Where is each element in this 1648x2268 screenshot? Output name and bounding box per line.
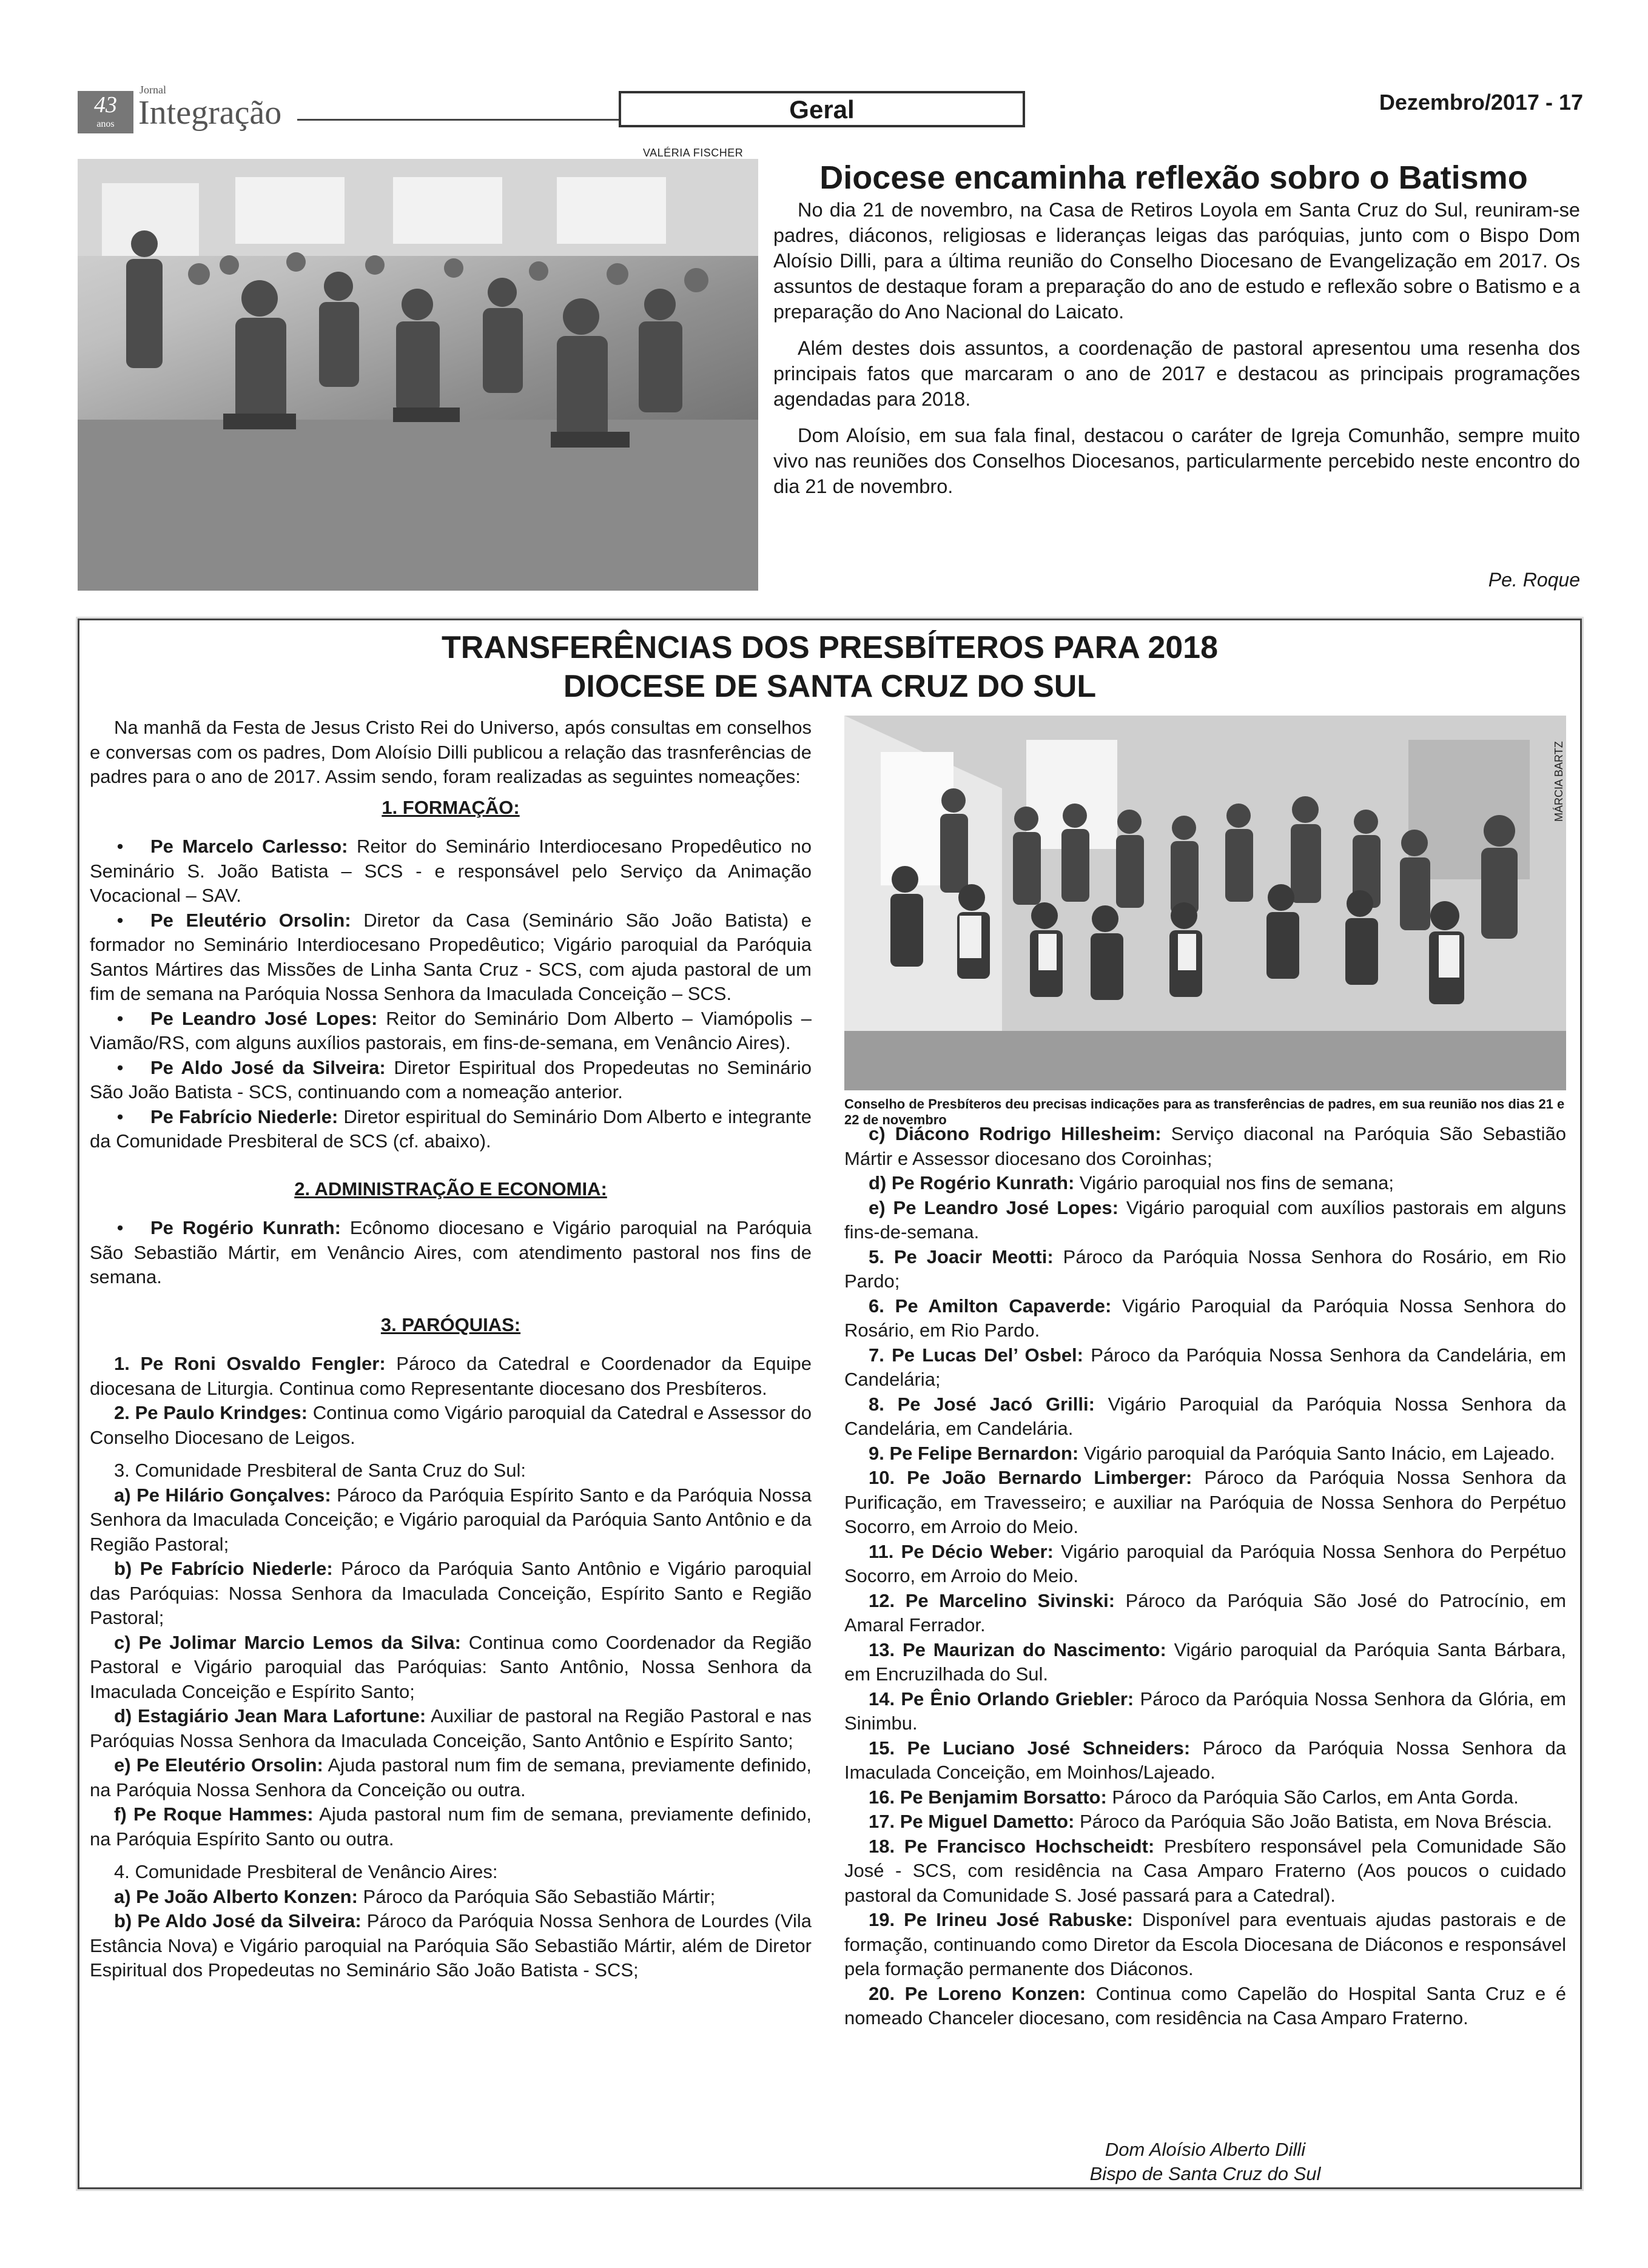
article-title: Diocese encaminha reflexão sobro o Batismo — [819, 159, 1528, 196]
appointment-item — [844, 1122, 1566, 1171]
paroquias-list — [90, 1352, 812, 1450]
right-list — [844, 1122, 1566, 2031]
appointment-text: Pároco da Paróquia São Carlos, em Anta Gorda. — [1106, 1786, 1519, 1808]
appointment-item — [844, 1392, 1566, 1441]
appointment-text: Pároco da Paróquia São José do Patrocínio, em Amaral Ferrador. — [844, 1589, 1566, 1636]
meeting-photo — [78, 159, 758, 591]
administracao-list — [90, 1216, 812, 1290]
appointment-item — [844, 1810, 1566, 1834]
appointment-item — [90, 1631, 812, 1705]
appointment-item — [90, 1352, 812, 1401]
appointment-text: Auxiliar de pastoral na Região Pastoral e nas Paróquias Nossa Senhora da Imaculada Conceição, Santo Antônio e Espírito Santo; — [90, 1705, 812, 1751]
signature-name: Dom Aloísio Alberto Dilli — [1105, 2139, 1306, 2160]
appointment-text: Pároco da Paróquia São Sebastião Mártir; — [357, 1885, 716, 1907]
appointment-text: Pároco da Paróquia Nossa Senhora da Candelária, em Candelária; — [844, 1344, 1566, 1390]
appointee-name: Pe Fabrício Niederle: — [150, 1105, 338, 1127]
appointment-text: Reitor do Seminário Dom Alberto – Viamópolis – Viamão/RS, com alguns auxílios pastorais, em fins-de-semana, em Venâncio Aires). — [90, 1007, 812, 1053]
anniversary-number: 43 — [94, 92, 117, 118]
meeting-photo-illustration — [78, 159, 758, 591]
appointment-item — [844, 1294, 1566, 1343]
appointee-name: 11. Pe Décio Weber: — [869, 1540, 1054, 1562]
appointment-text: Pároco da Paróquia Santo Antônio e Vigário paroquial das Paróquias: Nossa Senhora da Imaculada Conceição, Espírito Santo e Região Pastoral; — [90, 1558, 812, 1628]
section-label: Geral — [619, 91, 1025, 127]
appointee-name: 9. Pe Felipe Bernardon: — [869, 1442, 1079, 1464]
appointment-item — [90, 1483, 812, 1557]
appointee-name: 13. Pe Maurizan do Nascimento: — [869, 1639, 1166, 1660]
article-author: Pe. Roque — [1488, 569, 1580, 591]
transfers-signature — [844, 2138, 1566, 2186]
bullet-icon: • — [116, 836, 124, 857]
photo-credit: VALÉRIA FISCHER — [643, 147, 744, 159]
appointment-item — [844, 1466, 1566, 1540]
appointment-item — [90, 908, 812, 1007]
anniversary-badge — [78, 91, 133, 133]
appointee-name: Pe Marcelo Carlesso: — [150, 836, 348, 857]
appointment-text: Continua como Capelão do Hospital Santa Cruz e é nomeado Chanceler diocesano, com residência na Casa Amparo Fraterno. — [844, 1982, 1566, 2028]
appointee-name: Pe Rogério Kunrath: — [150, 1217, 341, 1238]
bullet-icon: • — [116, 1105, 124, 1127]
appointment-item — [844, 1834, 1566, 1908]
appointment-text: Pároco da Paróquia Espírito Santo e da Paróquia Nossa Senhora da Imaculada Conceição; e Vigário paroquial da Paróquia Santo Antônio e da Região Pastoral; — [90, 1484, 812, 1555]
appointment-text: Vigário paroquial nos fins de semana; — [1074, 1172, 1394, 1193]
transfers-title — [78, 628, 1582, 706]
article-paragraph: Dom Aloísio, em sua fala final, destacou o caráter de Igreja Comunhão, sempre muito vivo nas reuniões dos Conselhos Diocesanos, particularmente percebido neste encontro do dia 21 de novembro. — [773, 424, 1580, 497]
appointment-text: Diretor Espiritual dos Propedeutas no Seminário São João Batista - SCS, continuando com a nomeação anterior. — [90, 1056, 812, 1102]
appointee-name: 2. Pe Paulo Krindges: — [114, 1402, 308, 1423]
appointment-text: Ajuda pastoral num fim de semana, previamente definido, na Paróquia Espírito Santo ou outra. — [90, 1803, 812, 1850]
appointee-name: 20. Pe Loreno Konzen: — [869, 1982, 1086, 2004]
transfers-left-column — [90, 716, 812, 1983]
appointee-name: 10. Pe João Bernardo Limberger: — [869, 1467, 1192, 1488]
appointee-name: 18. Pe Francisco Hochscheidt: — [869, 1835, 1155, 1857]
date-and-page-number: Dezembro/2017 - 17 — [1379, 90, 1583, 115]
appointee-name: b) Pe Aldo José da Silveira: — [114, 1910, 362, 1931]
appointment-text: Vigário Paroquial da Paróquia Nossa Senhora da Candelária, em Candelária. — [844, 1393, 1566, 1439]
appointment-text: Vigário Paroquial da Paróquia Nossa Senhora do Rosário, em Rio Pardo. — [844, 1295, 1566, 1341]
appointee-name: 19. Pe Irineu José Rabuske: — [869, 1909, 1133, 1930]
appointment-text: Diretor espiritual do Seminário Dom Alberto e integrante da Comunidade Presbiteral de SCS (cf. abaixo). — [90, 1105, 812, 1152]
appointment-item — [844, 1785, 1566, 1810]
appointment-text: Continua como Vigário paroquial da Catedral e Assessor do Conselho Diocesano de Leigos. — [90, 1402, 812, 1448]
appointee-name: Pe Aldo José da Silveira: — [150, 1056, 386, 1078]
appointee-name: 14. Pe Ênio Orlando Griebler: — [869, 1688, 1134, 1709]
signature-title: Bispo de Santa Cruz do Sul — [1089, 2163, 1321, 2184]
appointment-text: Disponível para eventuais ajudas pastorais e de formação, continuando como Diretor da Escola Diocesana de Diáconos e responsável pela formação permanente dos Diáconos. — [844, 1909, 1566, 1979]
appointee-name: c) Pe Jolimar Marcio Lemos da Silva: — [114, 1631, 461, 1653]
appointment-item — [90, 1802, 812, 1851]
appointment-item — [844, 1441, 1566, 1466]
appointment-text: Vigário paroquial da Paróquia Santo Inácio, em Lajeado. — [1078, 1442, 1555, 1464]
appointee-name: 17. Pe Miguel Dametto: — [869, 1811, 1075, 1832]
appointee-name: a) Pe Hilário Gonçalves: — [114, 1484, 331, 1506]
transfers-right-column — [844, 1122, 1566, 2031]
article-paragraph: Além destes dois assuntos, a coordenação de pastoral apresentou uma resenha dos principais fatos que marcaram o ano de 2017 e destacou as principais programações agendadas para 2018. — [773, 337, 1580, 410]
appointee-name: 7. Pe Lucas Del’ Osbel: — [869, 1344, 1083, 1366]
photo-credit-vertical — [1553, 722, 1566, 825]
appointment-item — [90, 1007, 812, 1056]
appointment-item — [844, 1196, 1566, 1245]
appointment-text: Serviço diaconal na Paróquia São Sebastião Mártir e Assessor diocesano dos Coroinhas; — [844, 1123, 1566, 1169]
transfers-intro: Na manhã da Festa de Jesus Cristo Rei do Universo, após consultas em conselhos e conversas com os padres, Dom Aloísio Dilli publicou a relação das trasnferências de padres para o ano de 2017. Assim sendo, foram realizadas as seguintes nomeações: — [90, 717, 812, 787]
appointment-text: Pároco da Paróquia Nossa Senhora do Rosário, em Rio Pardo; — [844, 1246, 1567, 1292]
newspaper-name: Integração — [138, 94, 282, 132]
appointee-name: 12. Pe Marcelino Sivinski: — [869, 1589, 1115, 1611]
appointment-text: Ecônomo diocesano e Vigário paroquial na Paróquia São Sebastião Mártir, em Venâncio Aires, com atendimento pastoral nos fins de semana. — [90, 1217, 812, 1287]
appointment-item — [90, 1557, 812, 1631]
appointment-item — [90, 1401, 812, 1450]
section-heading-administracao: 2. ADMINISTRAÇÃO E ECONOMIA: — [294, 1178, 607, 1199]
transfers-title-line: TRANSFERÊNCIAS DOS PRESBÍTEROS PARA 2018 — [441, 630, 1219, 665]
appointment-text: Pároco da Paróquia São João Batista, em Nova Bréscia. — [1074, 1811, 1552, 1832]
appointee-name: c) Diácono Rodrigo Hillesheim: — [869, 1123, 1162, 1144]
appointment-text: Pároco da Paróquia Nossa Senhora da Imaculada Conceição, em Moinhos/Lajeado. — [844, 1737, 1566, 1783]
appointee-name: e) Pe Leandro José Lopes: — [869, 1196, 1118, 1218]
appointee-name: 5. Pe Joacir Meotti: — [869, 1246, 1054, 1267]
va-list — [90, 1885, 812, 1983]
appointee-name: Pe Eleutério Orsolin: — [150, 909, 351, 931]
appointment-item — [844, 1245, 1566, 1294]
appointment-text: Pároco da Paróquia Nossa Senhora da Glória, em Sinimbu. — [844, 1688, 1567, 1734]
appointee-name: b) Pe Fabrício Niederle: — [114, 1558, 333, 1579]
logo-small-label: Jornal — [140, 84, 166, 96]
photo-credit-label: MÁRCIA BARTZ — [1553, 741, 1565, 822]
appointment-item — [844, 1736, 1566, 1785]
appointment-item — [90, 1753, 812, 1802]
appointee-name: d) Estagiário Jean Mara Lafortune: — [114, 1705, 426, 1726]
appointment-item — [90, 1105, 812, 1154]
appointee-name: 15. Pe Luciano José Schneiders: — [869, 1737, 1191, 1759]
appointment-text: Pároco da Paróquia Nossa Senhora da Purificação, em Travesseiro; e auxiliar na Paróquia de Nossa Senhora do Perpétuo Socorro, em Arroio do Meio. — [844, 1467, 1566, 1537]
article-body — [773, 197, 1580, 510]
appointment-item — [90, 1704, 812, 1753]
appointee-name: Pe Leandro José Lopes: — [150, 1007, 378, 1029]
header-rule — [297, 119, 619, 121]
scs-list — [90, 1483, 812, 1852]
appointee-name: 6. Pe Amilton Capaverde: — [869, 1295, 1112, 1317]
appointment-item — [844, 1343, 1566, 1392]
group-photo — [844, 716, 1566, 1090]
group-photo-illustration — [844, 716, 1566, 1090]
group-photo-caption: Conselho de Presbíteros deu precisas indicações para as transferências de padres, em sua reunião nos dias 21 e 22 de novembro — [844, 1096, 1565, 1127]
formacao-list — [90, 834, 812, 1154]
appointment-item — [90, 1909, 812, 1983]
anniversary-label: anos — [96, 119, 115, 129]
bullet-icon: • — [116, 1056, 124, 1078]
section-heading-paroquias: 3. PARÓQUIAS: — [380, 1313, 521, 1335]
appointment-text: Ajuda pastoral num fim de semana, previamente definido, na Paróquia Nossa Senhora da Conceição ou outra. — [90, 1754, 812, 1800]
appointee-name: 16. Pe Benjamim Borsatto: — [869, 1786, 1107, 1808]
appointment-item — [90, 1216, 812, 1290]
appointment-item — [844, 1540, 1566, 1589]
appointment-text: Pároco da Paróquia Nossa Senhora de Lourdes (Vila Estância Nova) e Vigário paroquial na Paróquia São Sebastião Mártir, além de Diretor Espiritual dos Propedeutas no Seminário São João Batista - SCS; — [90, 1910, 812, 1981]
transfers-subtitle-line: DIOCESE DE SANTA CRUZ DO SUL — [563, 669, 1097, 704]
appointment-text: Diretor da Casa (Seminário São João Batista) e formador no Seminário Interdiocesano Propedêutico; Vigário paroquial da Paróquia Santos Mártires das Missões de Linha Santa Cruz - SCS, com ajuda pastoral de um fim de semana na Paróquia Nossa Senhora da Imaculada Conceição – SCS. — [90, 909, 812, 1004]
appointment-item — [90, 1056, 812, 1105]
appointment-item — [844, 1638, 1566, 1687]
appointment-item — [844, 1687, 1566, 1736]
comunidade-scs-heading: 3. Comunidade Presbiteral de Santa Cruz do Sul: — [114, 1460, 526, 1481]
photo-credit-vertical-text — [1553, 722, 1566, 825]
appointment-text: Continua como Coordenador da Região Pastoral e Vigário paroquial das Paróquias: Santo Antônio, Nossa Senhora da Imaculada Conceição e Espírito Santo; — [90, 1631, 812, 1702]
appointee-name: f) Pe Roque Hammes: — [114, 1803, 314, 1825]
appointment-text: Pároco da Catedral e Coordenador da Equipe diocesana de Liturgia. Continua como Representante diocesano dos Presbíteros. — [90, 1353, 812, 1399]
section-heading-formacao: 1. FORMAÇÃO: — [382, 796, 520, 818]
comunidade-va-heading: 4. Comunidade Presbiteral de Venâncio Aires: — [114, 1861, 498, 1882]
appointee-name: 1. Pe Roni Osvaldo Fengler: — [114, 1353, 386, 1374]
appointment-text: Vigário paroquial da Paróquia Santa Bárbara, em Encruzilhada do Sul. — [844, 1639, 1567, 1685]
appointment-text: Presbítero responsável pela Comunidade São José - SCS, com residência na Casa Amparo Fraterno (Aos poucos o cuidado pastoral da Comunidade S. José passará para a Catedral). — [844, 1835, 1567, 1906]
appointment-text: Reitor do Seminário Interdiocesano Propedêutico no Seminário S. João Batista – SCS - e responsável pelo Serviço da Animação Vocacional – SAV. — [90, 836, 812, 906]
appointment-item — [844, 1171, 1566, 1196]
appointee-name: d) Pe Rogério Kunrath: — [869, 1172, 1075, 1193]
article-paragraph: No dia 21 de novembro, na Casa de Retiros Loyola em Santa Cruz do Sul, reuniram-se padres, diáconos, religiosas e lideranças leigas das paróquias, junto com o Bispo Dom Aloísio Dilli, para a última reunião do Conselho Diocesano de Evangelização em 2017. Os assuntos de destaque foram a preparação do ano de estudo e reflexão sobre o Batismo e a preparação do Ano Nacional do Laicato. — [773, 199, 1580, 323]
bullet-icon: • — [116, 1217, 124, 1238]
appointee-name: 8. Pe José Jacó Grilli: — [869, 1393, 1095, 1415]
appointment-item — [90, 1885, 812, 1910]
appointee-name: a) Pe João Alberto Konzen: — [114, 1885, 358, 1907]
appointee-name: e) Pe Eleutério Orsolin: — [114, 1754, 323, 1776]
appointment-item — [844, 1908, 1566, 1982]
appointment-text: Vigário paroquial com auxílios pastorais em alguns fins-de-semana. — [844, 1196, 1566, 1243]
appointment-text: Vigário paroquial da Paróquia Nossa Senhora do Perpétuo Socorro, em Arroio do Meio. — [844, 1540, 1567, 1586]
appointment-item — [90, 834, 812, 908]
bullet-icon: • — [116, 1007, 124, 1029]
bullet-icon: • — [116, 909, 124, 931]
newspaper-logo — [78, 84, 302, 133]
appointment-item — [844, 1589, 1566, 1638]
appointment-item — [844, 1982, 1566, 2031]
